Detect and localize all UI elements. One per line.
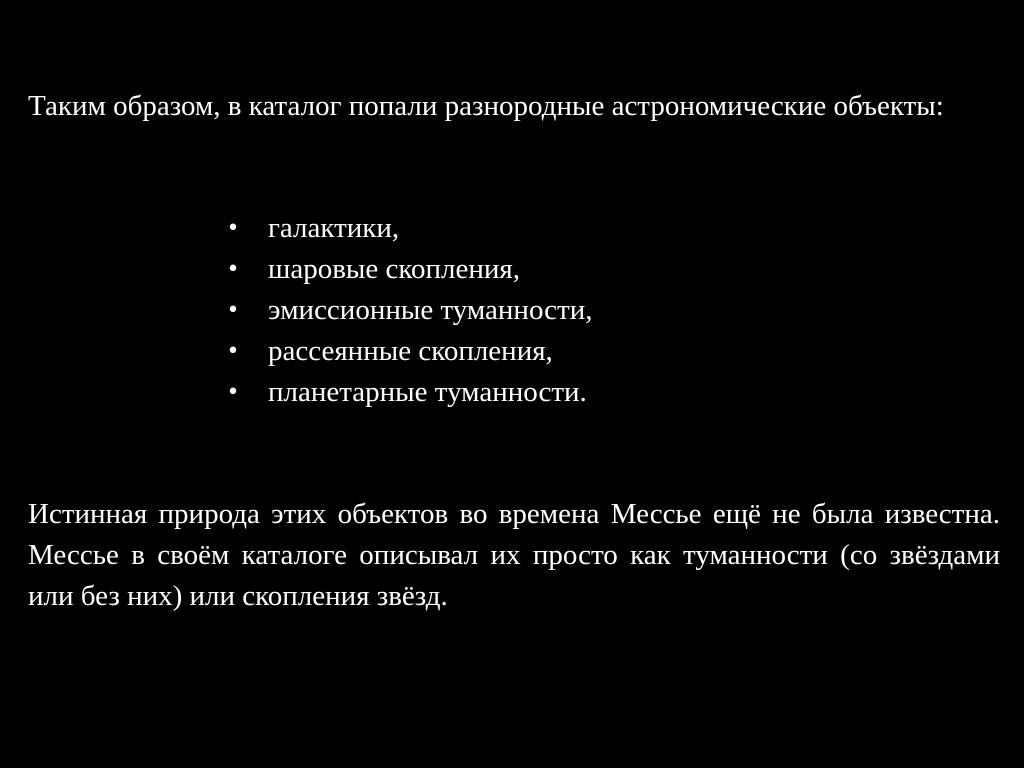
list-item — [226, 290, 592, 331]
list-item — [226, 331, 592, 372]
bullet-icon: • — [226, 380, 240, 405]
list-item-label: эмиссионные туманности, — [268, 294, 593, 326]
intro-paragraph: Таким образом, в каталог попали разнородные астрономические объекты: — [28, 90, 944, 122]
list-item-label: планетарные туманности. — [268, 376, 587, 408]
list-item-label: рассеянные скопления, — [268, 335, 553, 367]
list-item-label: галактики, — [268, 212, 400, 244]
bullet-icon: • — [226, 216, 240, 241]
bullet-icon: • — [226, 339, 240, 364]
bullet-icon: • — [226, 298, 240, 323]
list-item — [226, 249, 592, 290]
bullet-icon: • — [226, 257, 240, 282]
list-item-label: шаровые скопления, — [268, 253, 520, 285]
list-item — [226, 208, 592, 249]
object-types-list — [226, 208, 592, 413]
outro-paragraph: Истинная природа этих объектов во времена Мессье ещё не была известна. Мессье в своём каталоге описывал их просто как туманности (со звёздами или без них) или скопления звёзд. — [28, 498, 1000, 612]
list-item — [226, 372, 592, 413]
